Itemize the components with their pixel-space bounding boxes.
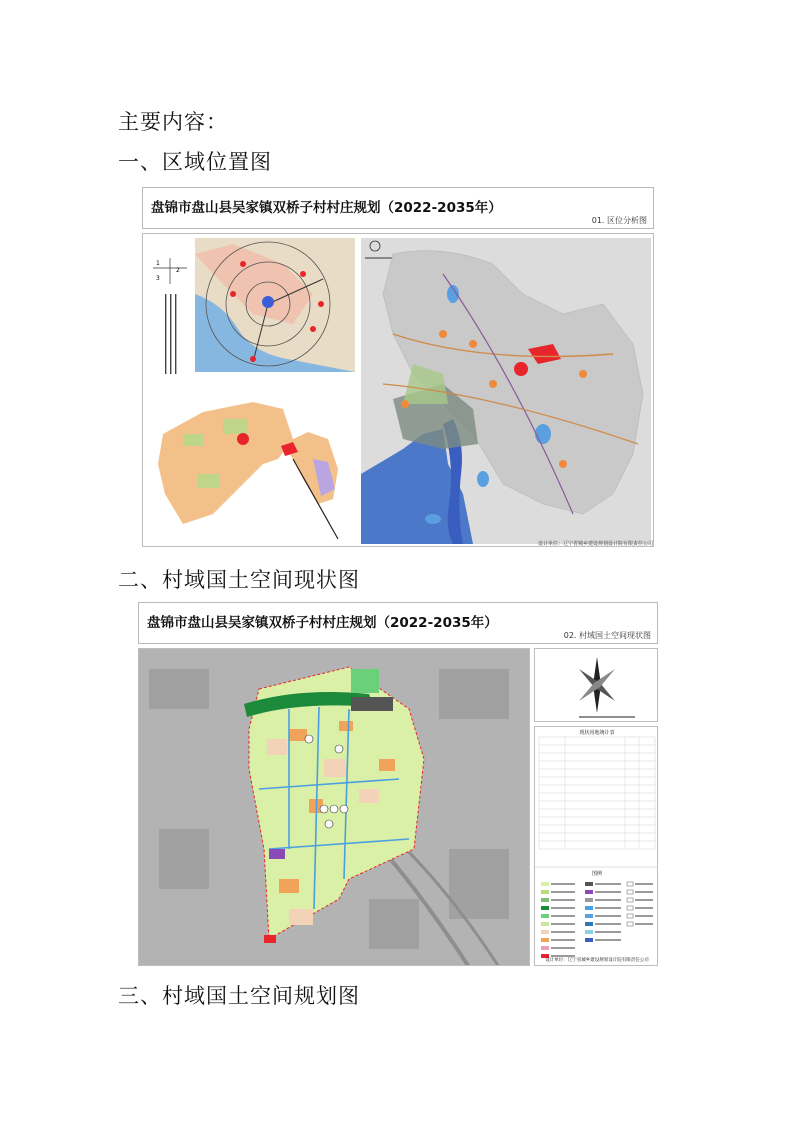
main-content-heading: 主要内容：: [118, 110, 228, 134]
map1-footer: 设计单位：辽宁省城乡建设规划设计院有限责任公司: [537, 541, 653, 547]
section-location-heading: 一、区域位置图: [118, 150, 272, 174]
map2-title-banner: [138, 602, 658, 644]
map2-legend-panel: [534, 726, 658, 966]
map2-footer: 设计单位：辽宁省城乡建设规划设计院有限责任公司: [545, 958, 649, 963]
map2-compass-panel: [534, 648, 658, 722]
map1-subtitle: 01. 区位分析图: [591, 216, 647, 225]
status-table-title: 现状用地统计表: [579, 730, 615, 736]
map1-location-analysis: [142, 233, 654, 547]
map1-title-banner: [142, 187, 654, 229]
map2-land-status-map: [138, 648, 530, 966]
legend-title: 图例: [591, 871, 602, 877]
map2-subtitle: 02. 村域国土空间现状图: [563, 631, 651, 640]
map1-title: 盘锦市盘山县吴家镇双桥子村村庄规划（2022-2035年）: [151, 200, 502, 216]
svg-text:3: 3: [156, 275, 160, 282]
svg-text:2: 2: [176, 267, 180, 274]
map2-title: 盘锦市盘山县吴家镇双桥子村村庄规划（2022-2035年）: [147, 615, 498, 631]
status-table-graphic: [535, 727, 658, 966]
compass-icon: [535, 649, 658, 722]
section-status-heading: 二、村域国土空间现状图: [118, 568, 360, 592]
section-plan-heading: 三、村域国土空间规划图: [118, 984, 360, 1008]
map1-graphic: [143, 234, 654, 547]
map2-graphic: [139, 649, 530, 966]
svg-text:1: 1: [156, 260, 160, 267]
